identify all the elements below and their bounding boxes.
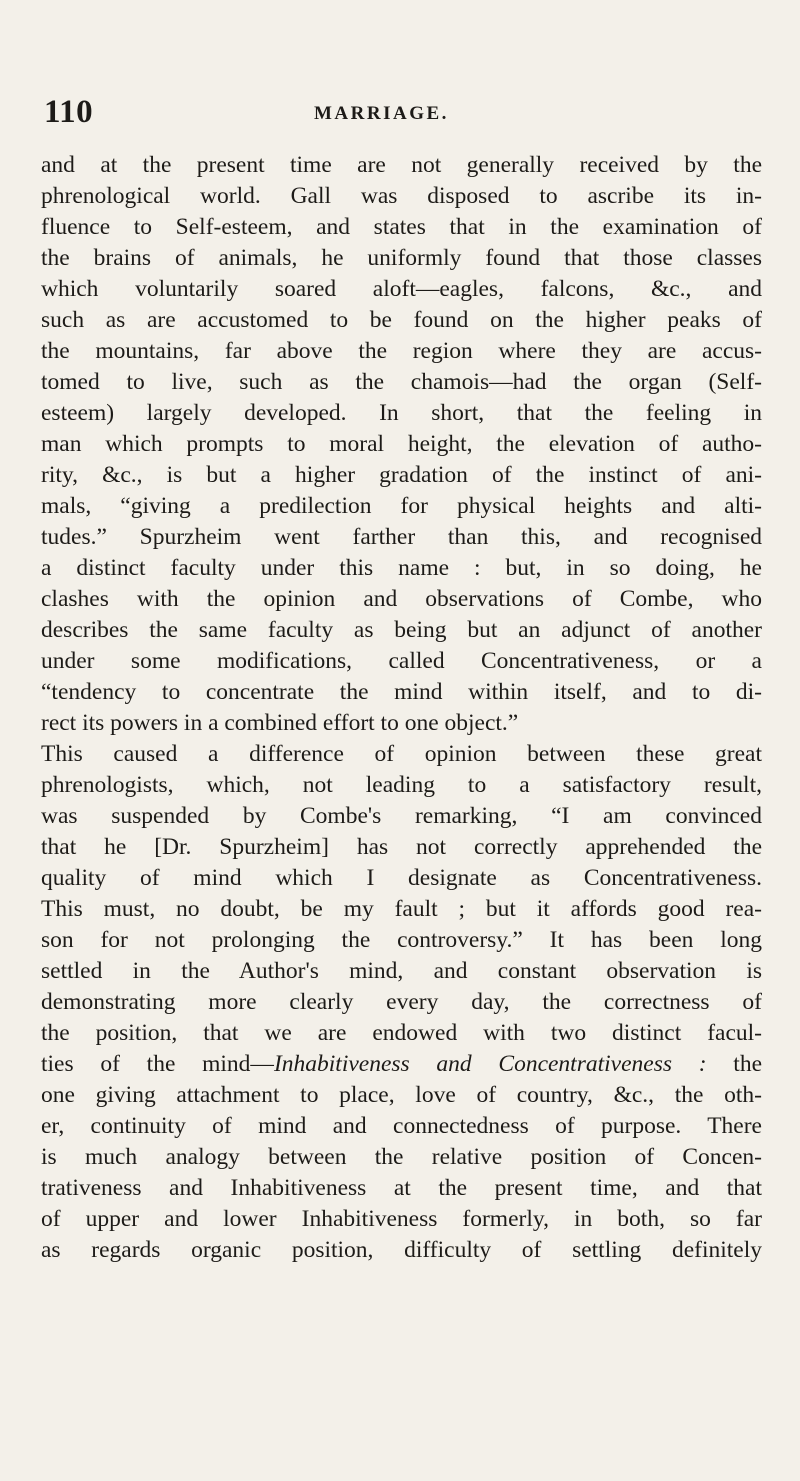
text-line: fluence to Self-esteem, and states that in the examination of — [41, 214, 762, 240]
text-line: settled in the Author's mind, and constant observation is — [41, 958, 762, 984]
running-title: MARRIAGE. — [314, 103, 449, 124]
text-line: quality of mind which I designate as Concentrativeness. — [41, 865, 762, 891]
text-line: phrenological world. Gall was disposed to ascribe its in- — [41, 183, 762, 209]
italic-phrase: Inhabitiveness and Concentrativeness : — [273, 1051, 707, 1077]
text-line: tudes.” Spurzheim went farther than this, and recognised — [41, 524, 762, 550]
text-line: This caused a difference of opinion between these great — [41, 741, 762, 767]
text-line-with-italics — [41, 1049, 762, 1080]
text-line: was suspended by Combe's remarking, “I am convinced — [41, 803, 762, 829]
text-line: trativeness and Inhabitiveness at the present time, and that — [41, 1175, 762, 1201]
text-line: as regards organic position, difficulty of settling definitely — [41, 1237, 762, 1263]
text-line: and at the present time are not generally received by the — [41, 152, 762, 178]
text-line: demonstrating more clearly every day, the correctness of — [41, 989, 762, 1015]
text-line: rity, &c., is but a higher gradation of the instinct of ani- — [41, 462, 762, 488]
text-line: son for not prolonging the controversy.” It has been long — [41, 927, 762, 953]
text-line: such as are accustomed to be found on the higher peaks of — [41, 307, 762, 333]
text-line: esteem) largely developed. In short, that the feeling in — [41, 400, 762, 426]
page-number: 110 — [44, 94, 94, 130]
text-line: that he [Dr. Spurzheim] has not correctly apprehended the — [41, 834, 762, 860]
line-lead: ties of the mind— — [41, 1051, 274, 1077]
text-line: tomed to live, such as the chamois—had the organ (Self- — [41, 369, 762, 395]
running-head — [44, 92, 764, 132]
text-line: describes the same faculty as being but an adjunct of another — [41, 617, 762, 643]
text-line: the mountains, far above the region where they are accus- — [41, 338, 762, 364]
text-line: a distinct faculty under this name : but, in so doing, he — [41, 555, 762, 581]
text-line: mals, “giving a predilection for physical heights and alti- — [41, 493, 762, 519]
text-line: This must, no doubt, be my fault ; but it affords good rea- — [41, 896, 762, 922]
text-line: man which prompts to moral height, the elevation of autho- — [41, 431, 762, 457]
line-tail: the — [706, 1051, 763, 1077]
text-line: phrenologists, which, not leading to a satisfactory result, — [41, 772, 762, 798]
text-line: which voluntarily soared aloft—eagles, falcons, &c., and — [41, 276, 762, 302]
body-text — [41, 150, 762, 1266]
text-line: the brains of animals, he uniformly found that those classes — [41, 245, 762, 271]
paragraph-end-line: rect its powers in a combined effort to one object.” — [41, 710, 519, 736]
text-line: under some modifications, called Concentrativeness, or a — [41, 648, 762, 674]
text-line: is much analogy between the relative position of Concen- — [41, 1144, 762, 1170]
text-line: one giving attachment to place, love of country, &c., the oth- — [41, 1082, 762, 1108]
text-line: of upper and lower Inhabitiveness formerly, in both, so far — [41, 1206, 762, 1232]
text-line: the position, that we are endowed with two distinct facul- — [41, 1020, 762, 1046]
text-line: “tendency to concentrate the mind within itself, and to di- — [41, 679, 762, 705]
text-line: er, continuity of mind and connectedness of purpose. There — [41, 1113, 762, 1139]
text-line: clashes with the opinion and observations of Combe, who — [41, 586, 762, 612]
